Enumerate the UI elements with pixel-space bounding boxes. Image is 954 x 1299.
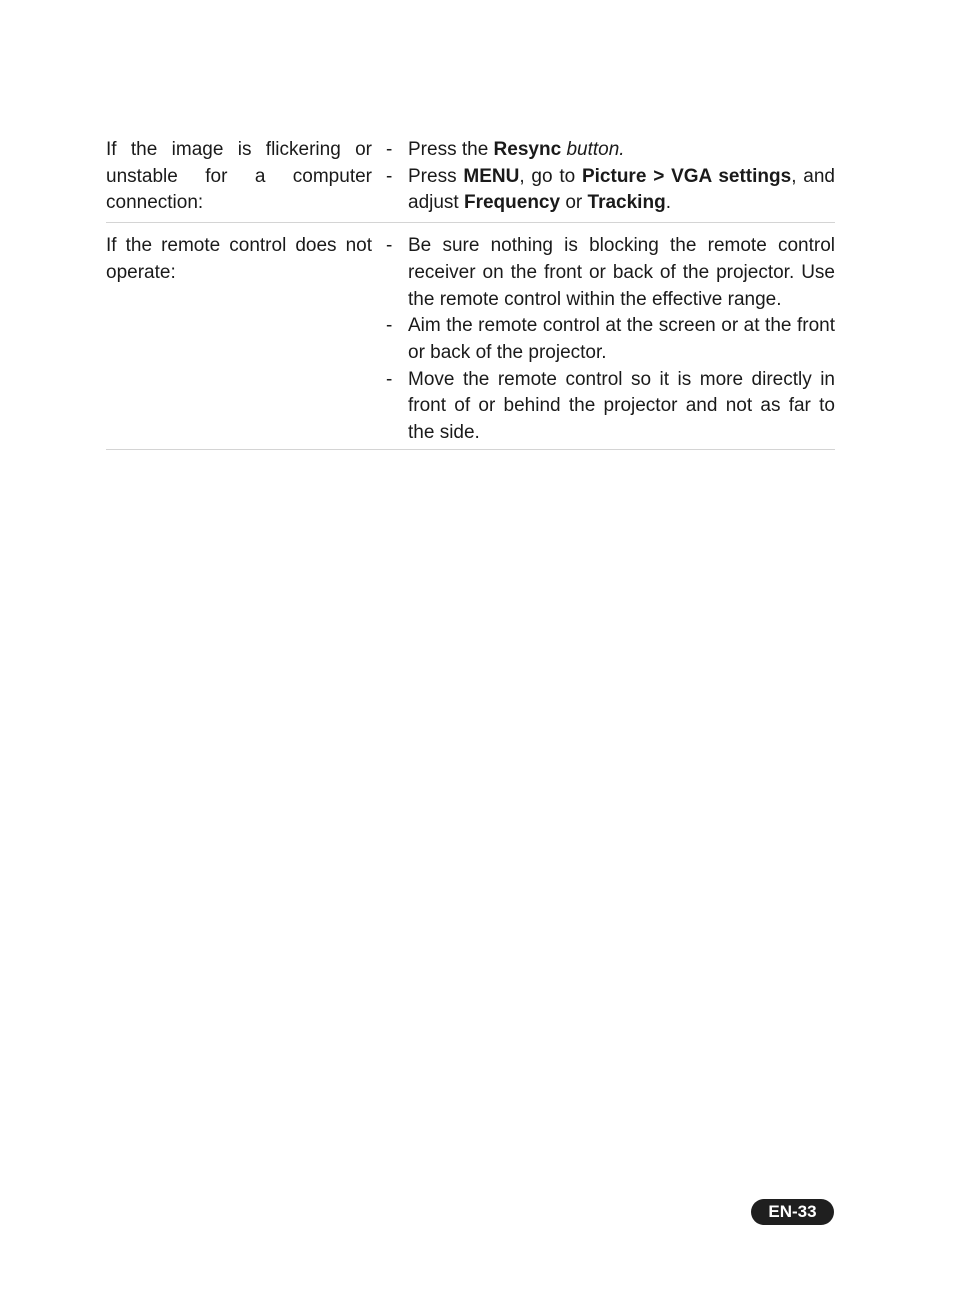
solution-item	[384, 313, 835, 366]
text-run: Press the	[408, 139, 494, 160]
solution-text	[408, 137, 835, 164]
text-run: , go to	[519, 165, 582, 187]
problem-cell: If the image is flickering or unstable for a computer connection:	[106, 139, 372, 214]
solution-item	[384, 137, 835, 164]
bold-run: Tracking	[587, 192, 666, 214]
solutions-cell	[384, 137, 835, 217]
italic-run: button.	[566, 139, 625, 160]
list-dash: -	[386, 235, 393, 257]
list-dash: -	[386, 139, 393, 160]
list-dash: -	[386, 368, 393, 390]
solution-text	[408, 164, 835, 217]
bold-run: MENU	[463, 165, 520, 187]
page-number-badge: EN-33	[751, 1199, 834, 1225]
table-row	[106, 137, 835, 223]
solutions-cell	[384, 233, 835, 447]
list-dash: -	[386, 165, 393, 187]
solution-text: Be sure nothing is blocking the remote control receiver on the front or back of the projector. Use the remote control within the effective range.	[408, 235, 835, 310]
bold-run: Resync	[493, 139, 562, 160]
text-run: .	[665, 192, 671, 214]
text-run: Press	[408, 165, 464, 187]
solution-item	[384, 233, 835, 313]
problem-cell: If the remote control does not operate:	[106, 235, 372, 283]
bold-run: Frequency	[463, 192, 561, 214]
list-dash: -	[386, 315, 393, 337]
text-run: or	[560, 192, 588, 214]
bold-run: Picture > VGA settings	[581, 165, 792, 187]
troubleshooting-table	[106, 137, 835, 450]
table-row	[106, 223, 835, 450]
solution-text: Move the remote control so it is more directly in front of or behind the projector and not as far to the side.	[408, 368, 835, 444]
solution-text: Aim the remote control at the screen or at the front or back of the projector.	[408, 315, 835, 363]
solution-item	[384, 367, 835, 447]
solution-item	[384, 164, 835, 217]
text-run: , and adjust	[408, 165, 835, 214]
